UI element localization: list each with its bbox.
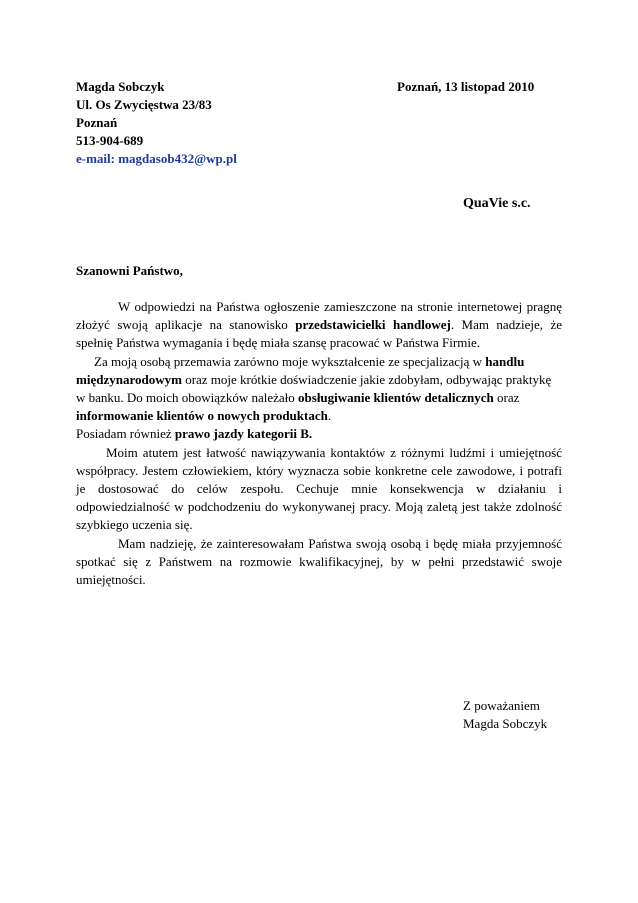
p1-highlight-position: przedstawicielki handlowej xyxy=(295,317,451,333)
p2-highlight-duty-2: informowanie klientów o nowych produktach xyxy=(76,408,328,424)
paragraph-2 xyxy=(76,353,562,426)
p3-highlight-license: prawo jazdy kategorii B. xyxy=(174,426,313,442)
sender-city: Poznań xyxy=(76,115,118,130)
paragraph-3 xyxy=(76,425,562,443)
p2-highlight-duty-1: obsługiwanie klientów detalicznych xyxy=(298,390,494,406)
sender-email[interactable]: e-mail: magdasob432@wp.pl xyxy=(76,151,237,166)
letter-body xyxy=(76,298,562,589)
closing-phrase: Z poważaniem xyxy=(463,698,540,713)
sender-block xyxy=(76,78,237,168)
p2-text-g: . xyxy=(327,408,332,424)
p2-text-e: oraz xyxy=(493,390,520,406)
letter-date: Poznań, 13 listopad 2010 xyxy=(397,79,535,94)
p2-text-c: oraz moje krótkie doświadczenie jakie zdobyłam, odbywając praktykę w banku. Do moich obowiązków należało xyxy=(76,371,552,406)
p2-text-a: Za moją osobą przemawia zarówno moje wykształcenie ze specjalizacją w xyxy=(94,353,486,369)
sender-phone: 513-904-689 xyxy=(76,133,144,148)
sender-name: Magda Sobczyk xyxy=(76,79,165,94)
signature-name: Magda Sobczyk xyxy=(463,716,548,731)
p2-highlight-specialization: handlu międzynarodowym xyxy=(76,353,525,387)
recipient-name: QuaVie s.c. xyxy=(463,196,531,211)
paragraph-1 xyxy=(76,298,562,353)
salutation: Szanowni Państwo, xyxy=(76,263,183,278)
sender-street: Ul. Os Zwycięstwa 23/83 xyxy=(76,97,212,112)
p1-text-c: . Mam nadzieje, że spełnię Państwa wymagania i będę miała szansę pracować w Państwa Firmie. xyxy=(76,317,562,351)
closing-block xyxy=(463,697,547,733)
p3-text-a: Posiadam również xyxy=(76,426,175,442)
p1-text-a: W odpowiedzi na Państwa ogłoszenie zamieszczone na stronie internetowej pragnę złożyć swoją aplikacje na stanowisko xyxy=(76,299,562,333)
paragraph-5: Mam nadzieję, że zainteresowałam Państwa swoją osobą i będę miała przyjemność spotkać się z Państwem na rozmowie kwalifikacyjnej, by w pełni przedstawić swoje umiejętności. xyxy=(76,535,562,588)
paragraph-4: Moim atutem jest łatwość nawiązywania kontaktów z różnymi ludźmi i umiejętność współpracy. Jestem człowiekiem, który wyznacza sobie konkretne cele zawodowe, i potrafi je dostosować do celów zespołu. Cechuje mnie konsekwencja w działaniu i odpowiedzialność w podchodzeniu do wykonywanej pracy. Moją zaletą jest także zdolność szybkiego uczenia się. xyxy=(76,444,562,533)
